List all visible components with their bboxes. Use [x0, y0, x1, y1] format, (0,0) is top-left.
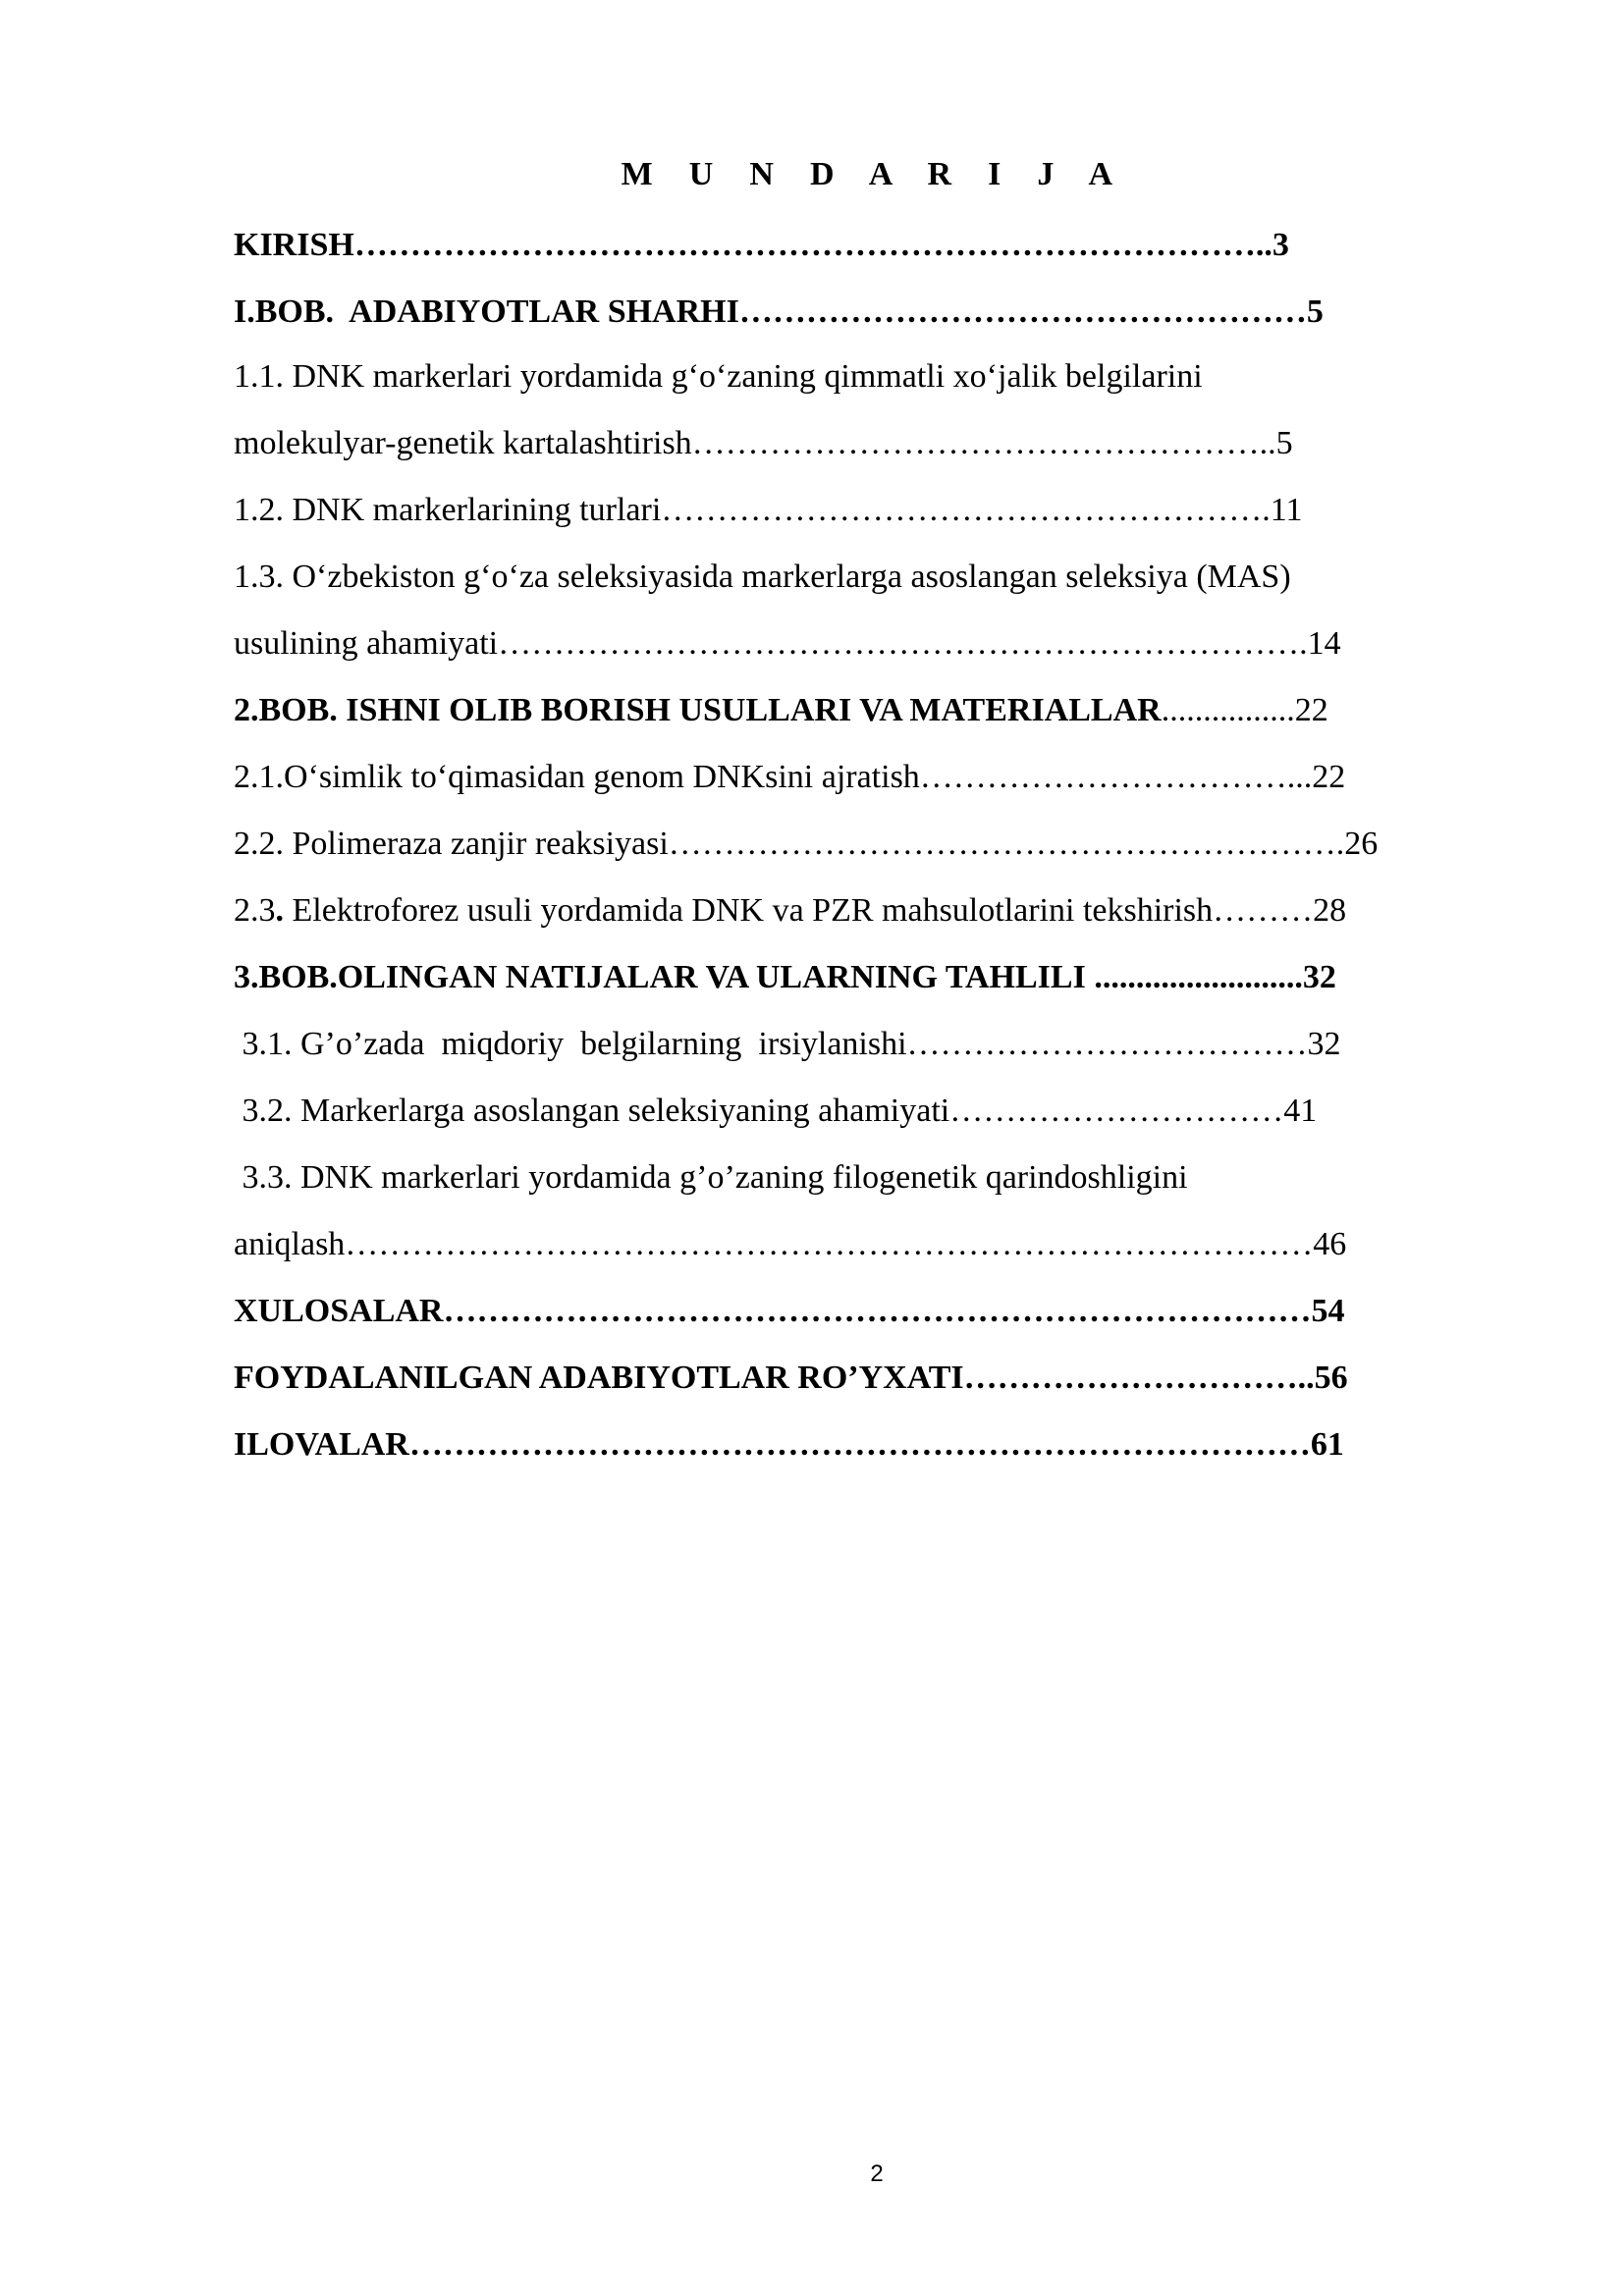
toc-entry-chapter-1 [234, 291, 1324, 334]
toc-entry-conclusions: XULOSALAR……………………………………………………………………54 [234, 1293, 1345, 1329]
toc-entry-chapter-2 [234, 689, 1328, 732]
toc-entry-label: I.BOB. ADABIYOTLAR SHARHI……………………………………………5 [234, 294, 1324, 330]
toc-entry-label: Elektroforez usuli yordamida DNK va PZR mahsulotlarini tekshirish………28 [284, 892, 1347, 929]
page-title: M U N D A R I J A [621, 156, 1127, 192]
toc-entry-1-1-cont: molekulyar-genetik kartalashtirish……………………………………………..5 [234, 425, 1293, 461]
page-number: 2 [870, 2161, 884, 2187]
toc-entry-dot: . [275, 892, 284, 929]
toc-entry-leader: ................22 [1161, 692, 1328, 728]
toc-entry-3-2: 3.2. Markerlarga asoslangan seleksiyaning ahamiyati…………………………41 [234, 1093, 1318, 1129]
toc-entry-appendices: ILOVALAR………………………………………………………………………61 [234, 1426, 1344, 1463]
toc-entry-3-1: 3.1. G’o’zada miqdoriy belgilarning irsiylanishi………………………………32 [234, 1026, 1341, 1062]
toc-entry-1-3-cont: usulining ahamiyati……………………………………………………………….14 [234, 625, 1341, 662]
toc-entry-kirish: KIRISH………………………………………………………………………..3 [234, 227, 1289, 263]
toc-entry-2-2 [234, 823, 1378, 866]
toc-entry-number: 2.2. [234, 826, 284, 862]
toc-entry-label: Polimeraza zanjir reaksiyasi…………………………………………………….26 [284, 826, 1379, 862]
toc-entry-3-3: 3.3. DNK markerlari yordamida g’o’zaning filogenetik qarindoshligini [234, 1159, 1188, 1196]
toc-entry-1-2: 1.2. DNK markerlarining turlari……………………………………………….11 [234, 492, 1303, 528]
toc-entry-chapter-3: 3.BOB.OLINGAN NATIJALAR VA ULARNING TAHLILI .........................32 [234, 959, 1336, 995]
toc-entry-2-3 [234, 889, 1346, 933]
toc-entry-label: 2.BOB. ISHNI OLIB BORISH USULLARI VA MATERIALLAR [234, 692, 1162, 728]
toc-entry-1-1: 1.1. DNK markerlari yordamida g‘o‘zaning qimmatli xo‘jalik belgilarini [234, 358, 1203, 395]
toc-entry-number: 2.3 [234, 892, 276, 929]
toc-entry-1-3: 1.3. O‘zbekiston g‘o‘za seleksiyasida markerlarga asoslangan seleksiya (MAS) [234, 559, 1291, 595]
toc-entry-2-1: 2.1.O‘simlik to‘qimasidan genom DNKsini ajratish……………………………...22 [234, 759, 1346, 795]
toc-entry-references: FOYDALANILGAN ADABIYOTLAR RO’YXATI…………………………..56 [234, 1360, 1348, 1396]
toc-entry-3-3-cont: aniqlash……………………………………………………………………………46 [234, 1226, 1347, 1262]
